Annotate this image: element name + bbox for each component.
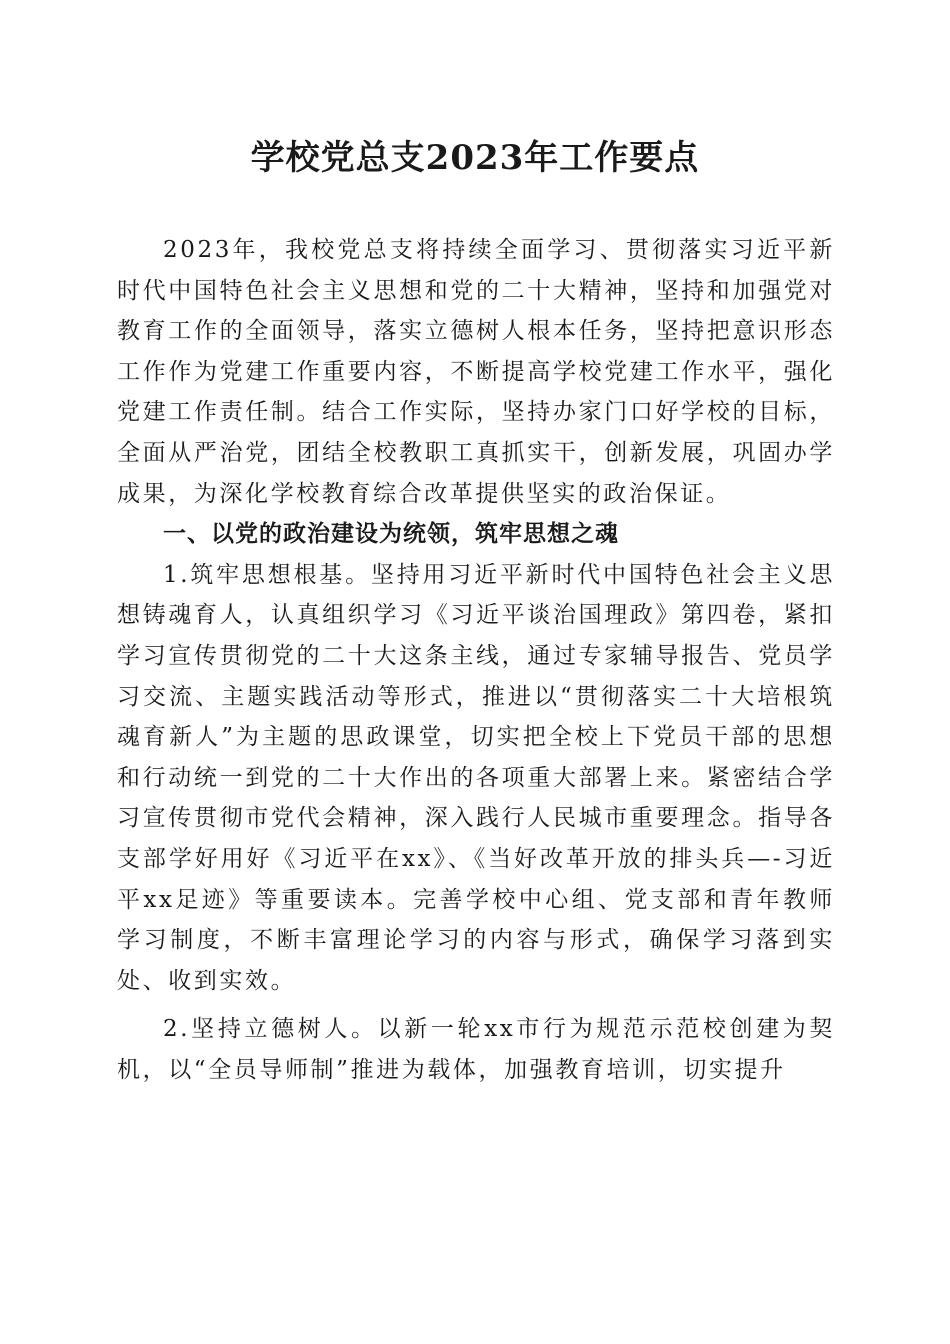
section-heading: 一、以党的政治建设为统领，筑牢思想之魂 [163, 521, 619, 548]
document-body [117, 230, 835, 1090]
document-title: 学校党总支2023年工作要点 [250, 138, 700, 178]
intro-paragraph: 2023年，我校党总支将持续全面学习、贯彻落实习近平新时代中国特色社会主义思想和党的二十大精神，坚持和加强党对教育工作的全面领导，落实立德树人根本任务，坚持把意识形态工作作为党建工作重要内容，不断提高学校党建工作水平，强化党建工作责任制。结合工作实际，坚持办家门口好学校的目标，全面从严治党，团结全校教职工真抓实干，创新发展，巩固办学成果，为深化学校教育综合改革提供坚实的政治保证。 [117, 237, 835, 507]
item-paragraph-1: 1.筑牢思想根基。坚持用习近平新时代中国特色社会主义思想铸魂育人，认真组织学习《习近平谈治国理政》第四卷，紧扣学习宣传贯彻党的二十大这条主线，通过专家辅导报告、党员学习交流、主题实践活动等形式，推进以“贯彻落实二十大培根筑魂育新人”为主题的思政课堂，切实把全校上下党员干部的思想和行动统一到党的二十大作出的各项重大部署上来。紧密结合学习宣传贯彻市党代会精神，深入践行人民城市重要理念。指导各支部学好用好《习近平在xx》、《当好改革开放的排头兵—-习近平xx足迹》等重要读本。完善学校中心组、党支部和青年教师学习制度，不断丰富理论学习的内容与形式，确保学习落到实处、收到实效。 [117, 561, 835, 994]
item-paragraph-2: 2.坚持立德树人。以新一轮xx市行为规范示范校创建为契机，以“全员导师制”推进为载体，加强教育培训，切实提升 [117, 1016, 835, 1083]
